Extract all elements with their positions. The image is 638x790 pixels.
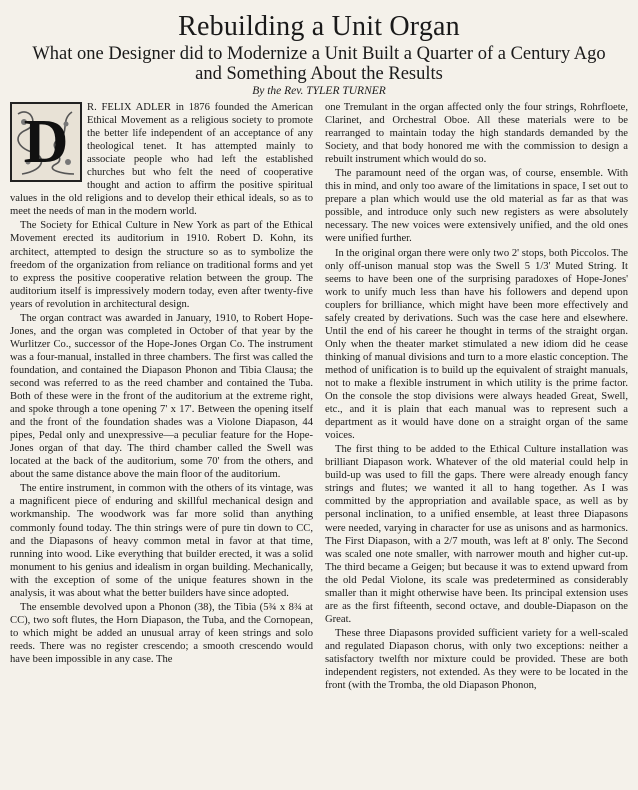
article-title: Rebuilding a Unit Organ	[178, 11, 460, 42]
right-paragraph: These three Diapasons provided sufficient variety for a well-scaled and regulated Diapason chorus, with only two exceptions: neither a satisfactory twelfth nor mixture could be provided. These are both independent registers, not extended. As they were to be located in the front (with the Tromba, the old Diapason Phonon,	[325, 627, 628, 692]
right-paragraph: one Tremulant in the organ affected only the four strings, Rohrfloete, Clarinet, and Orchestral Oboe. All these materials were to be rearranged to maintain today the high standards demanded by the Society, and that body honored me with the commission to design a rebuilt instrument which would do so.	[325, 102, 628, 166]
left-column	[10, 101, 313, 693]
right-paragraph: In the original organ there were only two 2' stops, both Piccolos. The only off-unison manual stop was the Swell 5 1/3' Muted String. It seems to have been one of the surprising paradoxes of Hope-Jones' work to unify much less than have his followers and depend upon couplers for brilliance, which might have been more effectively and safely created by derivations. Such was the case here and elsewhere. Until the end of his career he thought in terms of the straight organ. Only when the theater market stimulated a new idiom did he cease thinking of manual divisions and turn to a more elastic conception. The method of unification is to build up the equivalent of straight manuals, not to make a flexible instrument in which utility is the prime factor. On the console the stop divisions were always headed Great, Swell, etc., and it is plain that each manual was to represent such a department as it would have done on a straight organ of the same voices.	[325, 247, 628, 442]
right-paragraph: The first thing to be added to the Ethical Culture installation was brilliant Diapason work. Whatever of the old material could help in build-up was used to fill the gaps. There were already enough fancy strings and flutes; we wanted it all to hang together. As I was committed by the appropriation and available space, as well as by personal inclination, to a unified ensemble, at least three Diapasons were needed, varying in character for use as unisons and as harmonics. The First Diapason, with a 2/7 mouth, was left at 8' only. The Second was scaled one note smaller, with narrower mouth and higher cut-up. The third became a Geigen; but because it was to extend upward from the old Pedal Violone, its scale was predetermined as considerably smaller than it might otherwise have been. Its principal extension uses are as the first fifteenth, second octave, and double-Diapason on the Great.	[325, 444, 628, 625]
dropcap-letter: D	[23, 108, 69, 176]
decorative-dropcap	[10, 102, 82, 182]
left-paragraph: The entire instrument, in common with the others of its vintage, was a magnificent piece of enduring and skillful mechanical design and workmanship. The woodwork was far more solid than anything commonly found today. The thin strings were of pure tin down to CC, and the Diapasons of heavy common metal in favor at that time, running into wood. Like everything that builder erected, it was a solid monument to his genius and idealism in organ building. Mechanically, with the exception of some of the unique features shown in the analysis, it was about what the better builders have since adopted.	[10, 483, 313, 599]
left-paragraph: The ensemble devolved upon a Phonon (38), the Tibia (5¾ x 8¾ at CC), two soft flutes, the Horn Diapason, the Tuba, and the Cornopean, to which might be added an unusual array of keen strings and solo reeds. There was no register crescendo; a smooth crescendo would have been impossible in any case. The	[10, 601, 313, 665]
right-paragraph: The paramount need of the organ was, of course, ensemble. With this in mind, and only too aware of the limitations in space, I set out to prepare a plan which would use the old material as far as that was possible, and introduce only such new registers as were absolutely necessary. The new voices were extensively unified, and the old ones were unified further.	[325, 168, 628, 245]
left-paragraph: The Society for Ethical Culture in New York as part of the Ethical Movement erected its auditorium in 1910. Robert D. Kohn, its architect, attempted to design the structure so as to symbolize the freedom of the organization from reliance on traditional forms and yet to express the positive cooperative relation between the group. The auditorium itself is impressively modern today, even after twenty-five years of revolution in architectural design.	[10, 220, 313, 310]
article-body	[10, 101, 628, 693]
right-column	[325, 101, 628, 693]
left-paragraph: The organ contract was awarded in January, 1910, to Robert Hope-Jones, and the organ was completed in October of that year by the Wurlitzer Co., successor of the Hope-Jones Organ Co. The instrument was a four-manual, installed in three chambers. The first was called the foundation, and contained the Diapason Phonon and Tibia Clausa; the second was referred to as the reed chamber and contained the Tuba. Both of these were in the front of the auditorium at the extreme right, and spoke through a tone opening 7' x 17'. Between the opening itself and the front of the foundation shades was a Violone Diapason, 44 pipes, Pedal only and unexpressive—a peculiar feature for the Hope-Jones organ of that day. The third chamber called the Swell was located at the back of the auditorium, some 70' from the others, and about the same distance above the main floor of the auditorium.	[10, 312, 313, 481]
article-subtitle-line-2: and Something About the Results	[195, 64, 443, 84]
article-byline: By the Rev. TYLER TURNER	[252, 85, 386, 97]
article-subtitle-line-1: What one Designer did to Modernize a Unit Built a Quarter of a Century Ago	[32, 44, 606, 64]
left-paragraph: R. FELIX ADLER in 1876 founded the American Ethical Movement as a religious society to promote the better life independent of an acceptance of any theological tenet. It has attempted mainly to associate people who had left the established churches but who felt the need of cooperative thought and action to affirm the positive spiritual values in the old religions and to develop their ethical ideals, so as to meet the needs of man in the modern world.	[10, 102, 313, 218]
